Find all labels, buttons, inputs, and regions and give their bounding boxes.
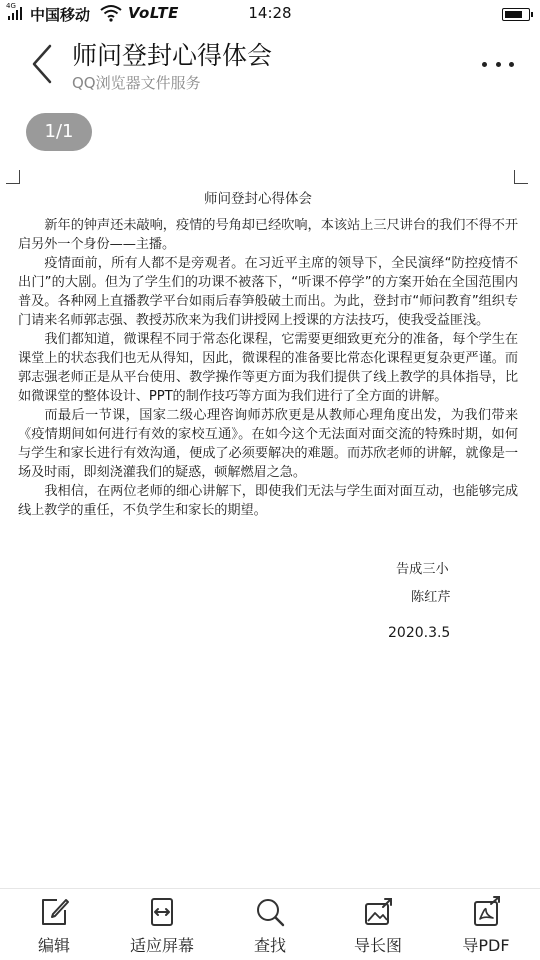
- search-icon: [253, 895, 287, 929]
- page-corner-mark-right: [514, 170, 528, 184]
- search-button[interactable]: [220, 895, 320, 957]
- network-type-label: 4G: [6, 2, 16, 10]
- chevron-left-icon: [24, 42, 64, 86]
- more-dot-icon: [482, 62, 487, 67]
- search-label: 查找: [253, 936, 286, 955]
- fit-screen-icon: [145, 895, 179, 929]
- fit-screen-button[interactable]: [112, 895, 212, 957]
- export-image-label: 导长图: [353, 936, 402, 955]
- battery-level-fill: [505, 11, 522, 18]
- document-paragraph: 疫情面前，所有人都不是旁观者。在习近平主席的领导下，全民演绎“防控疫情不出门”的大剧。但为了学生们的功课不被落下，“听课不停学”的方案开始在全国范围内普及。各种网上直播教学平台如雨后春笋般破土而出。为此，登封市“师问教育”组织专门请来名师郭志强、教授苏欣来为我们讲授网上授课的方法技巧，使我受益匪浅。: [18, 256, 518, 328]
- page-title: 师问登封心得体会: [72, 41, 273, 70]
- more-dot-icon: [509, 62, 514, 67]
- more-options-button[interactable]: [478, 52, 518, 76]
- status-clock: 14:28: [248, 4, 292, 22]
- bottom-toolbar: [0, 888, 540, 960]
- battery-icon: [502, 8, 530, 21]
- document-content: [18, 190, 518, 641]
- edit-button[interactable]: [4, 895, 104, 957]
- document-paragraph: 而最后一节课，国家二级心理咨询师苏欣更是从教师心理角度出发，为我们带来《疫情期间如何进行有效的家校互通》。在如今这个无法面对面交流的特殊时期，如何与学生和家长进行有效沟通，便成了必须要解决的难题。而苏欣老师的讲解，就像是一场及时雨，即刻浇灌我们的疑惑，顿解燃眉之急。: [18, 408, 518, 480]
- signature-school: 告成三小: [396, 562, 449, 577]
- document-title: 师问登封心得体会: [204, 191, 312, 207]
- document-paragraph: 我们都知道，微课程不同于常态化课程，它需要更细致更充分的准备，每个学生在课堂上的状态我们也无从得知，因此，微课程的准备要比常态化课程更复杂更严谨。而郭志强老师正是从平台使用、教学操作等更方面为我们提供了线上教学的具体指导，比如微课堂的整体设计、PPT的制作技巧等方面为我们进行了全方面的讲解。: [18, 332, 518, 404]
- edit-label: 编辑: [37, 936, 70, 955]
- export-pdf-label: 导PDF: [462, 936, 510, 955]
- app-header: [0, 30, 540, 102]
- carrier-name: 中国移动: [30, 6, 91, 24]
- export-image-icon: [361, 895, 395, 929]
- export-image-button[interactable]: [328, 895, 428, 957]
- page-corner-mark-left: [6, 170, 20, 184]
- export-pdf-icon: [469, 895, 503, 929]
- document-paragraph: 新年的钟声还未敲响，疫情的号角却已经吹响，本该站上三尺讲台的我们不得不开启另外一个身份——主播。: [18, 218, 518, 252]
- signature-author: 陈红芹: [411, 590, 451, 605]
- document-paragraph: 我相信，在两位老师的细心讲解下，即使我们无法与学生面对面互动，也能够完成线上教学的重任，不负学生和家长的期望。: [18, 484, 518, 518]
- signature-date: 2020.3.5: [388, 625, 451, 641]
- fit-screen-label: 适应屏幕: [129, 936, 194, 955]
- edit-icon: [37, 895, 71, 929]
- back-button[interactable]: [24, 42, 64, 86]
- volte-indicator: VoLTE: [128, 4, 179, 22]
- page-indicator: 1/1: [26, 113, 92, 151]
- page-subtitle: QQ浏览器文件服务: [72, 74, 201, 92]
- status-bar: [0, 0, 540, 30]
- more-dot-icon: [496, 62, 501, 67]
- export-pdf-button[interactable]: [436, 895, 536, 957]
